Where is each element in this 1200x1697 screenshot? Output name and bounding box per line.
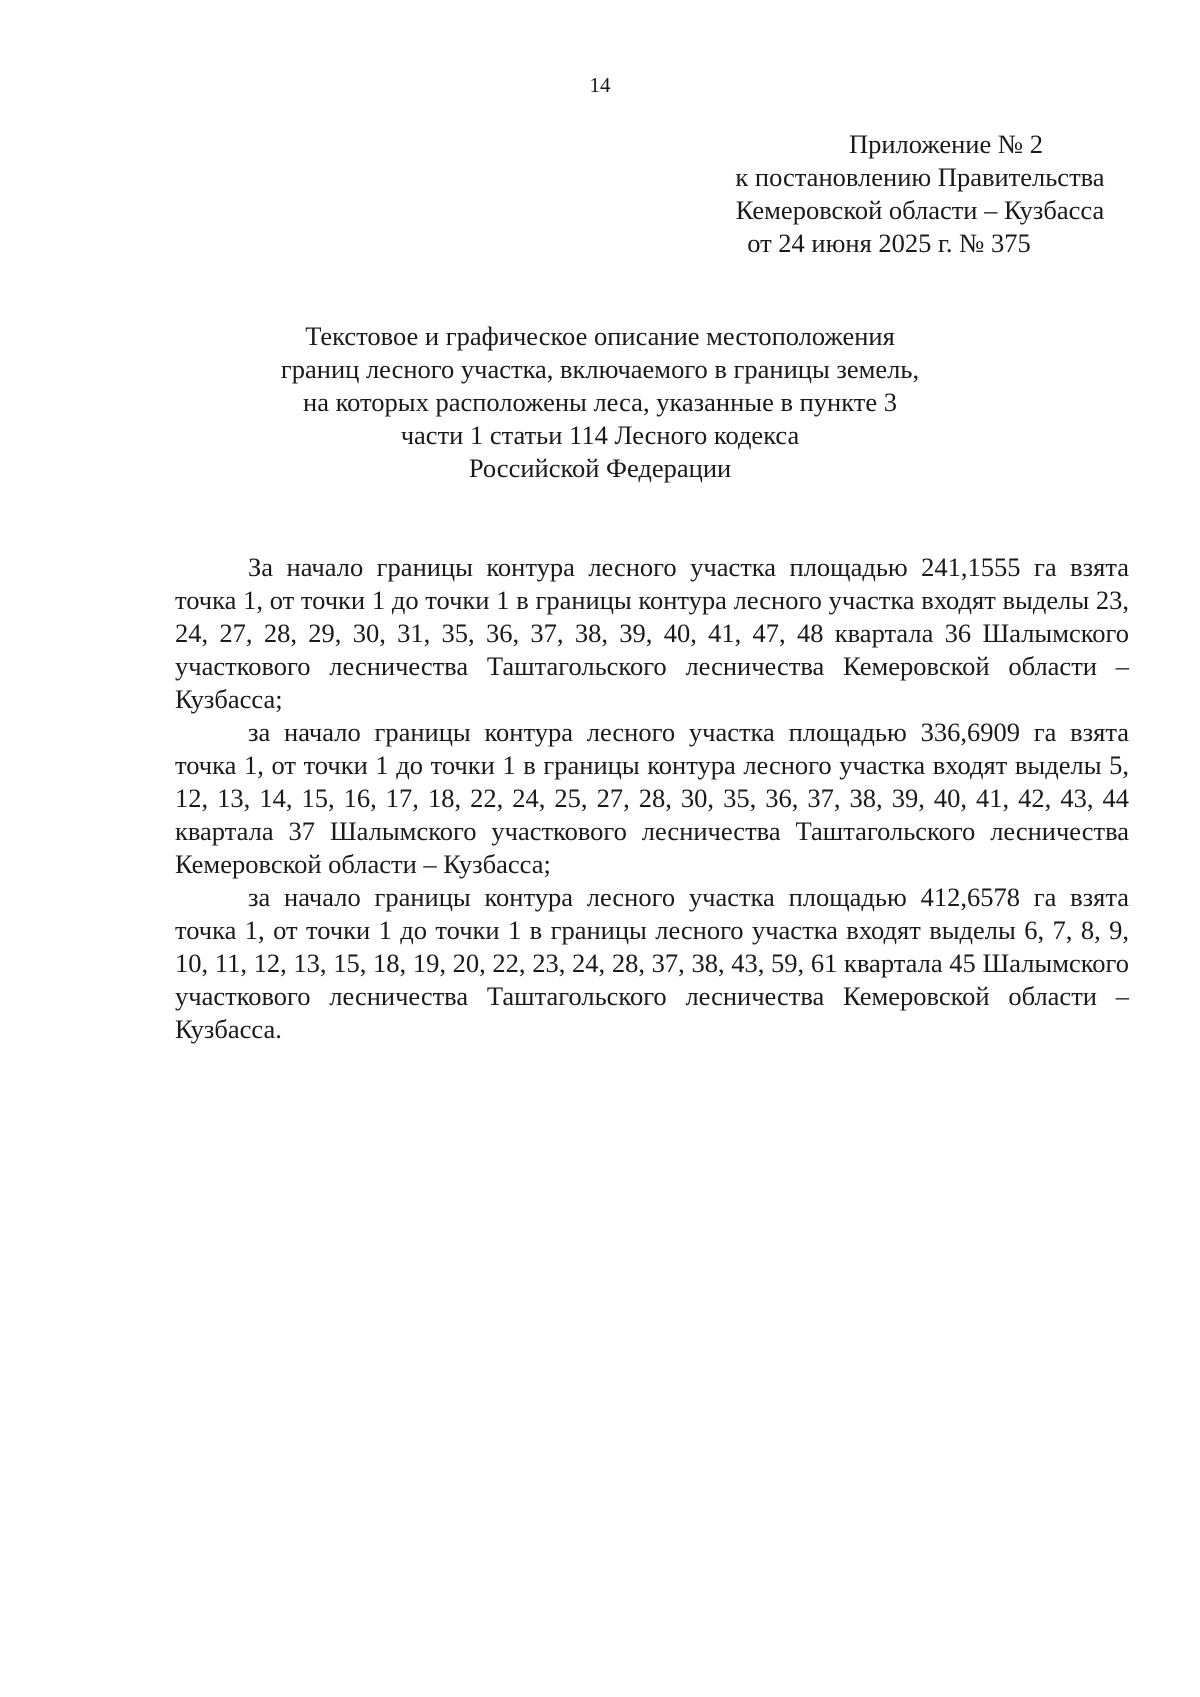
- body-paragraph-3: за начало границы контура лесного участка площадью 412,6578 га взята точка 1, от точки 1 до точки 1 в границы лесного участка входят выделы 6, 7, 8, 9, 10, 11, 12, 13, 15, 18, 19, 20, 22, 23, 24, 28, 37, 38, 43, 59, 61 квартала 45 Шалымского участкового лесничества Таштагольского лесничества Кемеровской области – Кузбасса.: [175, 882, 1129, 1044]
- body-paragraph-2: за начало границы контура лесного участка площадью 336,6909 га взята точка 1, от точки 1 до точки 1 в границы контура лесного участка входят выделы 5, 12, 13, 14, 15, 16, 17, 18, 22, 24, 25, 27, 28, 30, 35, 36, 37, 38, 39, 40, 41, 42, 43, 44 квартала 37 Шалымского участкового лесничества Таштагольского лесничества Кемеровской области – Кузбасса;: [175, 717, 1129, 879]
- title-line-1: Текстовое и графическое описание местоположения: [305, 321, 895, 351]
- appendix-reference: к постановлению Правительства: [735, 162, 1105, 192]
- body-paragraph-1: За начало границы контура лесного участка площадью 241,1555 га взята точка 1, от точки 1 до точки 1 в границы контура лесного участка входят выделы 23, 24, 27, 28, 29, 30, 31, 35, 36, 37, 38, 39, 40, 41, 47, 48 квартала 36 Шалымского участкового лесничества Таштагольского лесничества Кемеровской области – Кузбасса;: [175, 552, 1129, 714]
- appendix-region: Кемеровской области – Кузбасса: [735, 195, 1105, 225]
- title-line-3: на которых расположены леса, указанные в пункте 3: [303, 387, 897, 417]
- appendix-header: [700, 128, 1140, 260]
- appendix-number: Приложение № 2: [848, 129, 1043, 159]
- title-line-5: Российской Федерации: [468, 453, 732, 483]
- document-title: [200, 320, 1000, 485]
- title-line-4: части 1 статьи 114 Лесного кодекса: [400, 420, 800, 450]
- appendix-date: от 24 июня 2025 г. № 375: [747, 228, 1031, 258]
- page-number: 14: [589, 73, 611, 97]
- document-body: [175, 551, 1129, 1046]
- title-line-2: границ лесного участка, включаемого в границы земель,: [280, 354, 920, 384]
